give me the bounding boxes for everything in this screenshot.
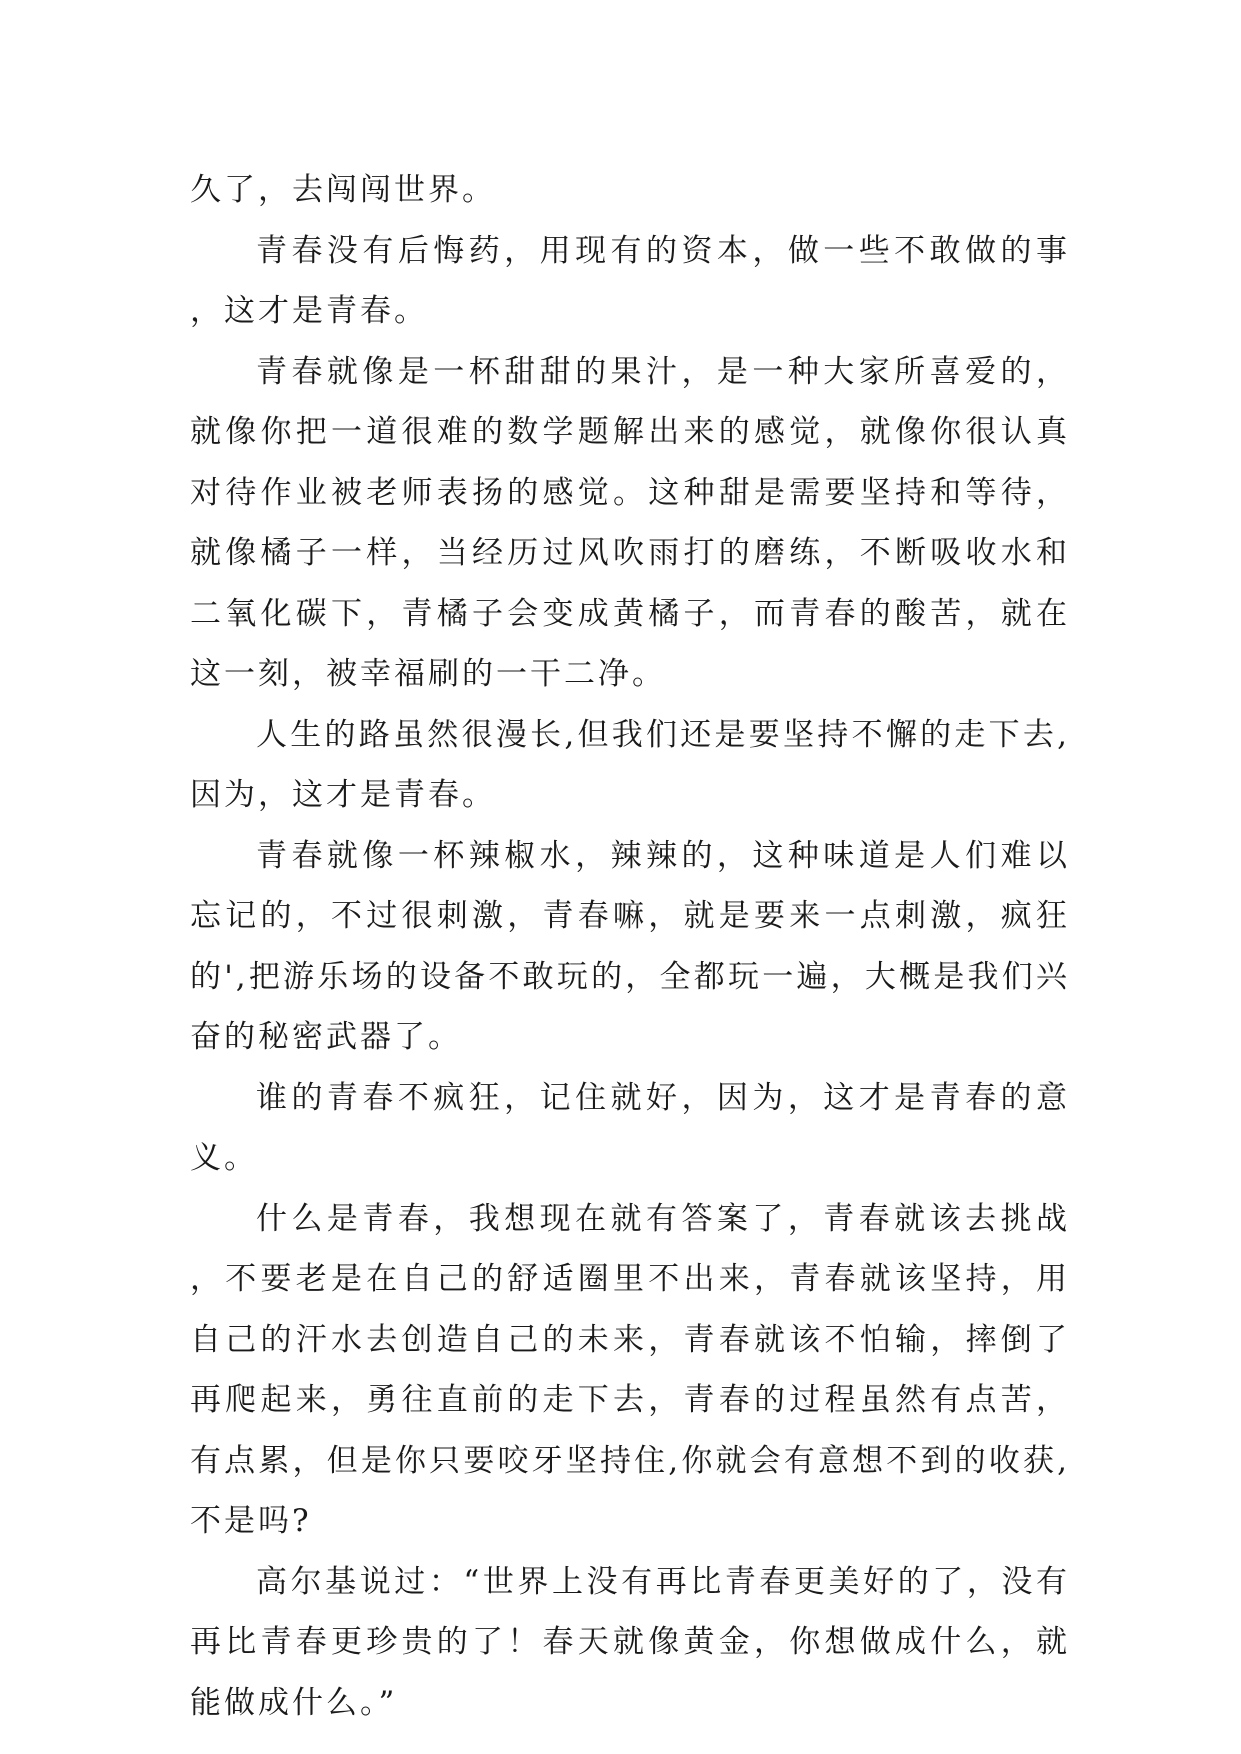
paragraph: 青春就像是一杯甜甜的果汁，是一种大家所喜爱的，就像你把一道很难的数学题解出来的感觉，就像你很认真对待作业被老师表扬的感觉。这种甜是需要坚持和等待，就像橘子一样，当经历过风吹雨打的磨练，不断吸收水和二氧化碳下，青橘子会变成黄橘子，而青春的酸苦，就在这一刻，被幸福刷的一干二净。 — [190, 353, 1070, 692]
paragraph: 青春没有后悔药，用现有的资本，做一些不敢做的事，这才是青春。 — [190, 232, 1070, 329]
document-body — [190, 160, 1070, 1733]
paragraph: 谁的青春不疯狂，记住就好，因为，这才是青春的意义。 — [190, 1079, 1070, 1176]
paragraph: 高尔基说过：“世界上没有再比青春更美好的了，没有再比青春更珍贵的了！春天就像黄金，你想做成什么，就能做成什么。” — [190, 1563, 1070, 1721]
paragraph: 青春就像一杯辣椒水，辣辣的，这种味道是人们难以忘记的，不过很刺激，青春嘛，就是要来一点刺激，疯狂的',把游乐场的设备不敢玩的，全都玩一遍，大概是我们兴奋的秘密武器了。 — [190, 837, 1070, 1055]
paragraph: 人生的路虽然很漫长,但我们还是要坚持不懈的走下去,因为，这才是青春。 — [190, 716, 1070, 813]
paragraph: 什么是青春，我想现在就有答案了，青春就该去挑战，不要老是在自己的舒适圈里不出来，青春就该坚持，用自己的汗水去创造自己的未来，青春就该不怕输，摔倒了再爬起来，勇往直前的走下去，青春的过程虽然有点苦，有点累，但是你只要咬牙坚持住,你就会有意想不到的收获,不是吗? — [190, 1200, 1070, 1539]
paragraph: 久了，去闯闯世界。 — [190, 172, 496, 208]
